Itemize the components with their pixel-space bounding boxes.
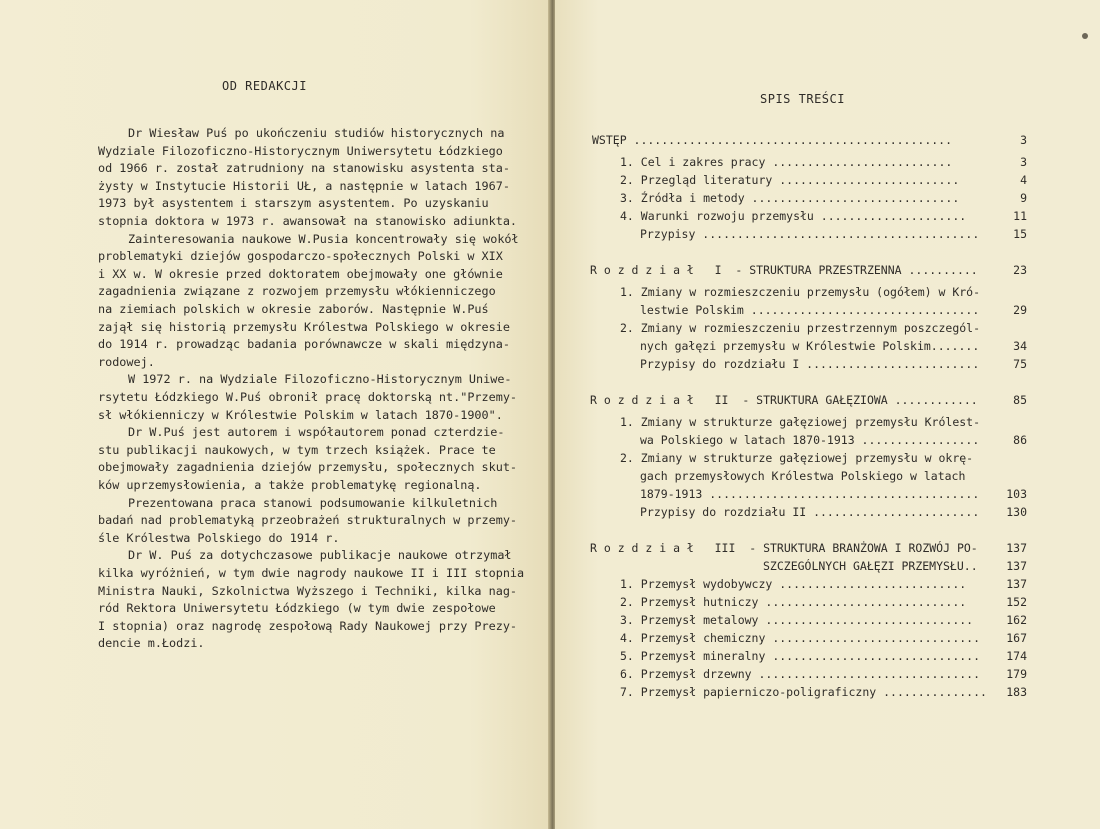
body-line: zagadnienia związane z rozwojem przemysłu włókienniczego <box>98 284 496 299</box>
body-line: 1973 był asystentem i starszym asystentem. Po uzyskaniu <box>98 196 489 211</box>
body-line: problematyki dziejów gospodarczo-społecznych Polski w XIX <box>98 249 503 264</box>
toc-page-number: 130 <box>1006 505 1027 519</box>
toc-entry-text: 4. Przemysł chemiczny .............................. <box>620 631 981 645</box>
toc-entry-text: SZCZEGÓLNYCH GAŁĘZI PRZEMYSŁU.. <box>763 559 978 573</box>
toc-page-number: 29 <box>1013 303 1027 317</box>
toc-page-number: 152 <box>1006 595 1027 609</box>
body-line: Prezentowana praca stanowi podsumowanie kilkuletnich <box>128 495 498 510</box>
toc-entry-text: 1. Zmiany w rozmieszczeniu przemysłu (ogółem) w Kró- <box>620 285 981 299</box>
body-line: Ministra Nauki, Szkolnictwa Wyższego i Techniki, kilka nag- <box>98 583 518 598</box>
toc-entry-text: 2. Zmiany w rozmieszczeniu przestrzennym poszczegól- <box>620 321 981 335</box>
toc-entry-text: 1. Cel i zakres pracy .......................... <box>620 155 953 169</box>
toc-page-number: 85 <box>1013 393 1027 407</box>
toc-page-number: 137 <box>1006 559 1027 573</box>
toc-entry-text: 2. Zmiany w strukturze gałęziowej przemysłu w okrę- <box>620 451 974 465</box>
toc-entry <box>620 285 1028 299</box>
body-line: do 1914 r. prowadząc badania porównawcze w skali międzyna- <box>98 337 510 352</box>
body-line: Dr W. Puś za dotychczasowe publikacje naukowe otrzymał <box>128 548 512 563</box>
body-line: Dr W.Puś jest autorem i współautorem ponad czterdzie- <box>128 425 505 440</box>
toc-entry-text: Przypisy ........................................ <box>640 227 980 241</box>
body-line: i XX w. W okresie przed doktoratem obejmowały one głównie <box>98 266 503 281</box>
punch-hole-mark <box>1082 33 1088 39</box>
toc-entry-text: 3. Przemysł metalowy .............................. <box>620 613 974 627</box>
body-line: ród Rektora Uniwersytetu Łódzkiego (w tym dwie zespołowe <box>98 601 496 616</box>
toc-page-number: 183 <box>1006 685 1027 699</box>
toc-entry <box>590 541 1028 555</box>
toc-entry <box>640 303 1028 317</box>
toc-entry <box>592 133 1028 147</box>
toc-entry <box>640 469 1028 483</box>
body-line: Dr Wiesław Puś po ukończeniu studiów historycznych na <box>128 126 505 140</box>
left-page-title: OD REDAKCJI <box>222 79 307 93</box>
toc-entry-text: lestwie Polskim ................................. <box>640 303 980 317</box>
toc-page-number: 23 <box>1013 263 1027 277</box>
toc-entry <box>620 631 1028 645</box>
body-line: sł włókienniczy w Królestwie Polskim w latach 1870-1900". <box>98 407 503 422</box>
toc-entry-text: 2. Przegląd literatury .......................... <box>620 173 960 187</box>
toc-entry-text: 2. Przemysł hutniczy ............................. <box>620 595 967 609</box>
toc-entry <box>620 595 1028 609</box>
toc-entry-text: R o z d z i a ł III - STRUKTURA BRANŻOWA I ROZWÓJ PO- <box>590 541 978 555</box>
toc-entry <box>640 433 1028 447</box>
body-line: I stopnia) oraz nagrodę zespołową Rady Naukowej przy Prezy- <box>98 618 518 633</box>
toc-entry <box>620 209 1028 223</box>
toc-entry-text: Przypisy do rozdziału II ........................ <box>640 505 980 519</box>
toc-page-number: 137 <box>1006 541 1027 555</box>
toc-page-number: 174 <box>1006 649 1027 663</box>
toc-entry <box>620 155 1028 169</box>
toc-page-number: 9 <box>1020 191 1027 205</box>
toc-entry-text: 1. Zmiany w strukturze gałęziowej przemysłu Królest- <box>620 415 981 429</box>
toc-page-number: 86 <box>1013 433 1027 447</box>
body-line: obejmowały zagadnienia dziejów przemysłu, społecznych skut- <box>98 460 518 475</box>
toc-entry <box>620 451 1028 465</box>
body-line: dencie m.Łodzi. <box>98 636 205 651</box>
toc-entry <box>620 321 1028 335</box>
toc-entry <box>640 505 1028 519</box>
toc-entry <box>620 667 1028 681</box>
body-line: stopnia doktora w 1973 r. awansował na stanowisko adiunkta. <box>98 214 518 228</box>
toc-entry-text: 3. Źródła i metody .............................. <box>620 191 960 205</box>
toc-entry-text: wa Polskiego w latach 1870-1913 ................. <box>640 433 980 447</box>
toc-page-number: 75 <box>1013 357 1027 371</box>
toc-entry <box>620 415 1028 429</box>
body-line: zajął się historią przemysłu Królestwa Polskiego w okresie <box>98 319 510 334</box>
toc-entry <box>620 685 1028 699</box>
body-line: W 1972 r. na Wydziale Filozoficzno-Historycznym Uniwe- <box>128 372 512 387</box>
toc-entry <box>640 339 1028 353</box>
toc-entry <box>590 263 1028 277</box>
toc-entry-text: WSTĘP .............................................. <box>592 133 953 147</box>
body-line: na ziemiach polskich w okresie zaborów. Następnie W.Puś <box>98 302 489 316</box>
toc-entry <box>620 173 1028 187</box>
toc-entry-text: 1879-1913 ....................................... <box>640 487 980 501</box>
toc-page-number: 167 <box>1006 631 1027 645</box>
toc-page-number: 3 <box>1020 155 1027 169</box>
toc-entry-text: 5. Przemysł mineralny .............................. <box>620 649 981 663</box>
body-line: rsytetu Łódzkiego W.Puś obronił pracę doktorską nt."Przemy- <box>98 390 518 404</box>
toc-entry <box>620 577 1028 591</box>
toc-page-number: 103 <box>1006 487 1027 501</box>
toc-entry-text: 7. Przemysł papierniczo-poligraficzny ............... <box>620 685 987 699</box>
toc-entry-text: 1. Przemysł wydobywczy ........................... <box>620 577 967 591</box>
body-line: od 1966 r. został zatrudniony na stanowisku asystenta sta- <box>98 161 510 176</box>
body-line: żysty w Instytucie Historii UŁ, a następnie w latach 1967- <box>98 178 510 193</box>
body-line: badań nad problematyką przeobrażeń strukturalnych w przemy- <box>98 513 518 528</box>
toc-entry <box>620 613 1028 627</box>
toc-entry-text: nych gałęzi przemysłu w Królestwie Polskim....... <box>640 339 980 353</box>
right-page-title: SPIS TREŚCI <box>760 92 845 106</box>
toc-entry <box>640 227 1028 241</box>
body-line: stu publikacji naukowych, w tym trzech książek. Prace te <box>98 442 496 457</box>
toc-entry <box>640 357 1028 371</box>
toc-entry <box>640 487 1028 501</box>
body-line: śle Królestwa Polskiego do 1914 r. <box>98 530 340 545</box>
toc-entry-text: R o z d z i a ł I - STRUKTURA PRZESTRZENNA .......... <box>590 263 978 277</box>
toc-page-number: 137 <box>1006 577 1027 591</box>
toc-page-number: 11 <box>1013 209 1027 223</box>
toc-page-number: 34 <box>1013 339 1027 353</box>
body-line: Zainteresowania naukowe W.Pusia koncentrowały się wokół <box>128 231 519 246</box>
toc-page-number: 179 <box>1006 667 1027 681</box>
toc-entry <box>590 393 1028 407</box>
toc-entry <box>620 191 1028 205</box>
toc-entry-text: R o z d z i a ł II - STRUKTURA GAŁĘZIOWA ............ <box>590 393 978 407</box>
body-line: kilka wyróżnień, w tym dwie nagrody naukowe II i III stopnia <box>98 566 525 580</box>
toc-entry <box>620 649 1028 663</box>
body-line: rodowej. <box>98 354 155 369</box>
toc-entry-text: 4. Warunki rozwoju przemysłu ..................... <box>620 209 967 223</box>
toc-entry-text: gach przemysłowych Królestwa Polskiego w latach <box>640 469 966 483</box>
body-line: Wydziale Filozoficzno-Historycznym Uniwersytetu Łódzkiego <box>98 143 503 158</box>
toc-entry-text: 6. Przemysł drzewny ................................ <box>620 667 981 681</box>
toc-page-number: 4 <box>1020 173 1027 187</box>
body-line: ków uprzemysłowienia, a także problematykę regionalną. <box>98 478 482 492</box>
toc-entry-text: Przypisy do rozdziału I ......................... <box>640 357 980 371</box>
right-page <box>555 0 1100 829</box>
toc-page-number: 162 <box>1006 613 1027 627</box>
toc-page-number: 3 <box>1020 133 1027 147</box>
toc-page-number: 15 <box>1013 227 1027 241</box>
